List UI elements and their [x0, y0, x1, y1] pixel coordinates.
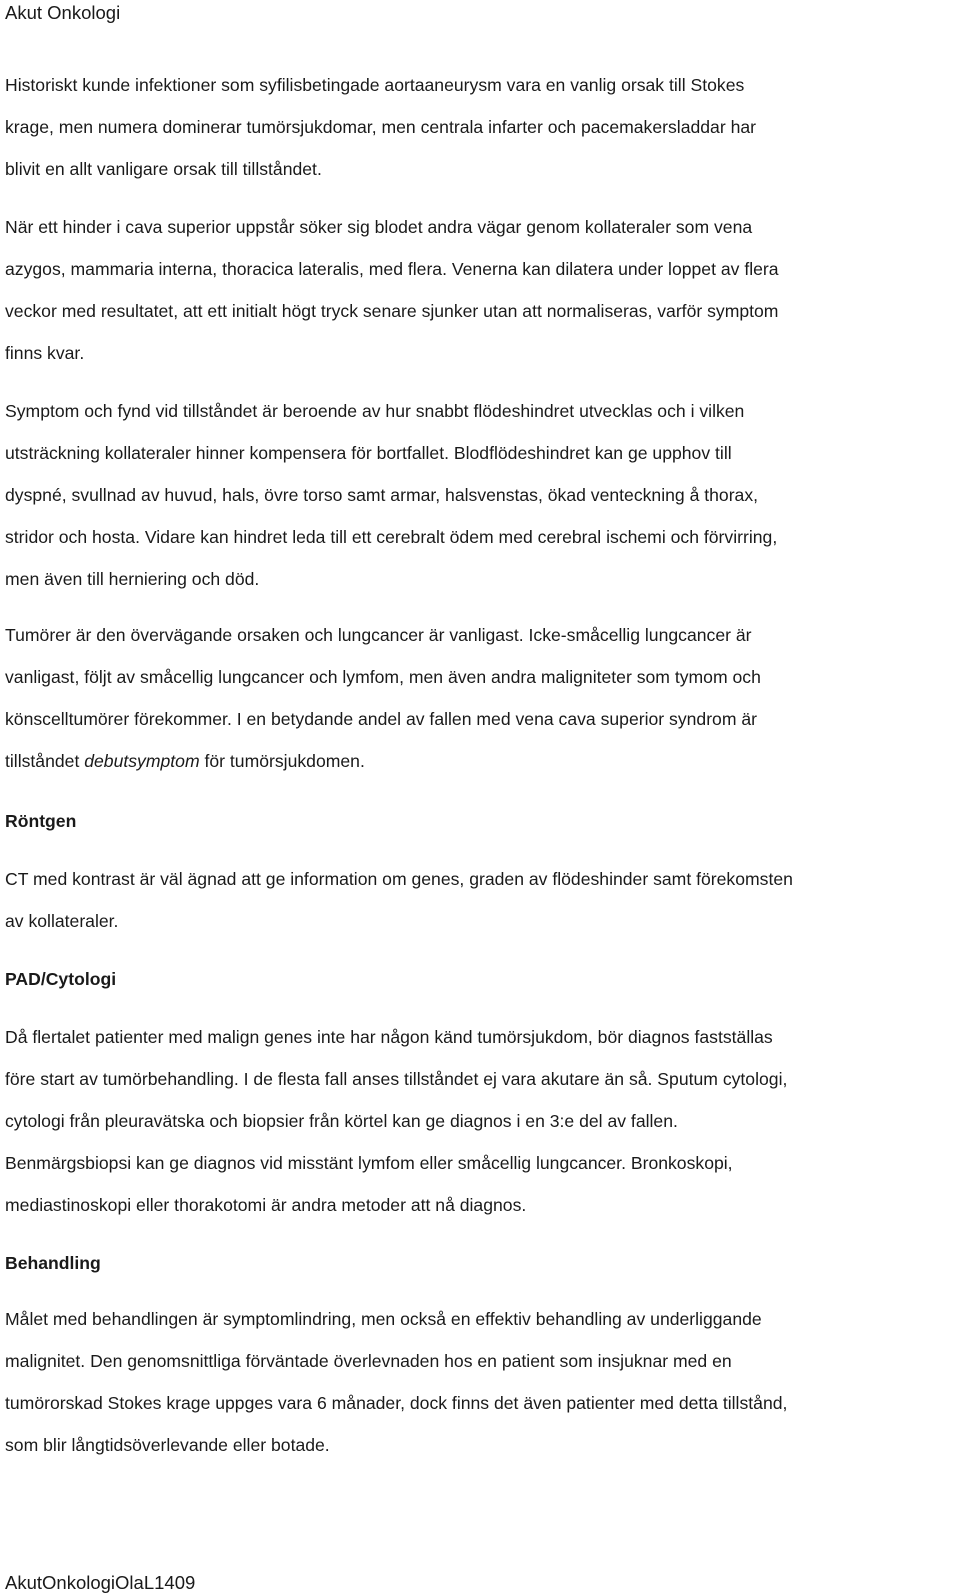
text-line: blivit en allt vanligare orsak till tillståndet.	[5, 159, 322, 179]
text-line: Då flertalet patienter med malign genes inte har någon känd tumörsjukdom, bör diagnos fastställas	[5, 1027, 773, 1047]
text-line: Historiskt kunde infektioner som syfilisbetingade aortaaneurysm vara en vanlig orsak till Stokes	[5, 75, 745, 95]
text-line: malignitet. Den genomsnittliga förväntade överlevnaden hos en patient som insjuknar med en	[5, 1351, 732, 1371]
text-line: före start av tumörbehandling. I de flesta fall anses tillståndet ej vara akutare än så. Sputum cytologi,	[5, 1069, 788, 1089]
text-line: könscelltumörer förekommer. I en betydande andel av fallen med vena cava superior syndrom är	[5, 709, 758, 729]
paragraph-tumors	[5, 614, 940, 782]
text-line: cytologi från pleuravätska och biopsier från körtel kan ge diagnos i en 3:e del av fallen.	[5, 1111, 678, 1131]
text-line: azygos, mammaria interna, thoracica lateralis, med flera. Venerna kan dilatera under loppet av flera	[5, 259, 779, 279]
paragraph-collaterals	[5, 206, 940, 374]
text-line: CT med kontrast är väl ägnad att ge information om genes, graden av flödeshinder samt förekomsten	[5, 869, 793, 889]
text-line: När ett hinder i cava superior uppstår söker sig blodet andra vägar genom kollateraler som vena	[5, 217, 753, 237]
text-line: men även till herniering och död.	[5, 569, 260, 589]
text-fragment: tillståndet	[5, 751, 85, 771]
heading-rontgen: Röntgen	[5, 811, 77, 831]
text-line: Tumörer är den övervägande orsaken och lungcancer är vanligast. Icke-småcellig lungcancer är	[5, 625, 752, 645]
text-line: dyspné, svullnad av huvud, hals, övre torso samt armar, halsvenstas, ökad venteckning å thorax,	[5, 485, 759, 505]
text-fragment: för tumörsjukdomen.	[199, 751, 365, 771]
paragraph-ct	[5, 858, 940, 942]
text-line: stridor och hosta. Vidare kan hindret leda till ett cerebralt ödem med cerebral ischemi och förvirring,	[5, 527, 778, 547]
emphasis-debutsymptom: debutsymptom	[84, 751, 200, 771]
page-header-title: Akut Onkologi	[5, 2, 121, 23]
paragraph-diagnosis	[5, 1016, 940, 1226]
text-line: finns kvar.	[5, 343, 85, 363]
text-line: Symptom och fynd vid tillståndet är beroende av hur snabbt flödeshindret utvecklas och i vilken	[5, 401, 745, 421]
text-line: Målet med behandlingen är symptomlindring, men också en effektiv behandling av underliggande	[5, 1309, 762, 1329]
text-line: av kollateraler.	[5, 911, 119, 931]
text-line: mediastinoskopi eller thorakotomi är andra metoder att nå diagnos.	[5, 1195, 527, 1215]
text-line: utsträckning kollateraler hinner kompensera för bortfallet. Blodflödeshindret kan ge upphov till	[5, 443, 732, 463]
text-line: Benmärgsbiopsi kan ge diagnos vid misstänt lymfom eller småcellig lungcancer. Bronkoskopi,	[5, 1153, 733, 1173]
text-line	[5, 740, 940, 782]
text-line: veckor med resultatet, att ett initialt högt tryck senare sjunker utan att normaliseras, varför symptom	[5, 301, 779, 321]
heading-behandling: Behandling	[5, 1253, 101, 1273]
paragraph-history	[5, 64, 940, 190]
text-line: som blir långtidsöverlevande eller botade.	[5, 1435, 330, 1455]
paragraph-symptoms	[5, 390, 940, 600]
text-line: vanligast, följt av småcellig lungcancer och lymfom, men även andra maligniteter som tymom och	[5, 667, 761, 687]
paragraph-treatment	[5, 1298, 940, 1466]
heading-pad-cytologi: PAD/Cytologi	[5, 969, 117, 989]
page-footer-code: AkutOnkologiOlaL1409	[5, 1572, 196, 1593]
text-line: krage, men numera dominerar tumörsjukdomar, men centrala infarter och pacemakersladdar har	[5, 117, 757, 137]
text-line: tumörorskad Stokes krage uppges vara 6 månader, dock finns det även patienter med detta tillstånd,	[5, 1393, 788, 1413]
